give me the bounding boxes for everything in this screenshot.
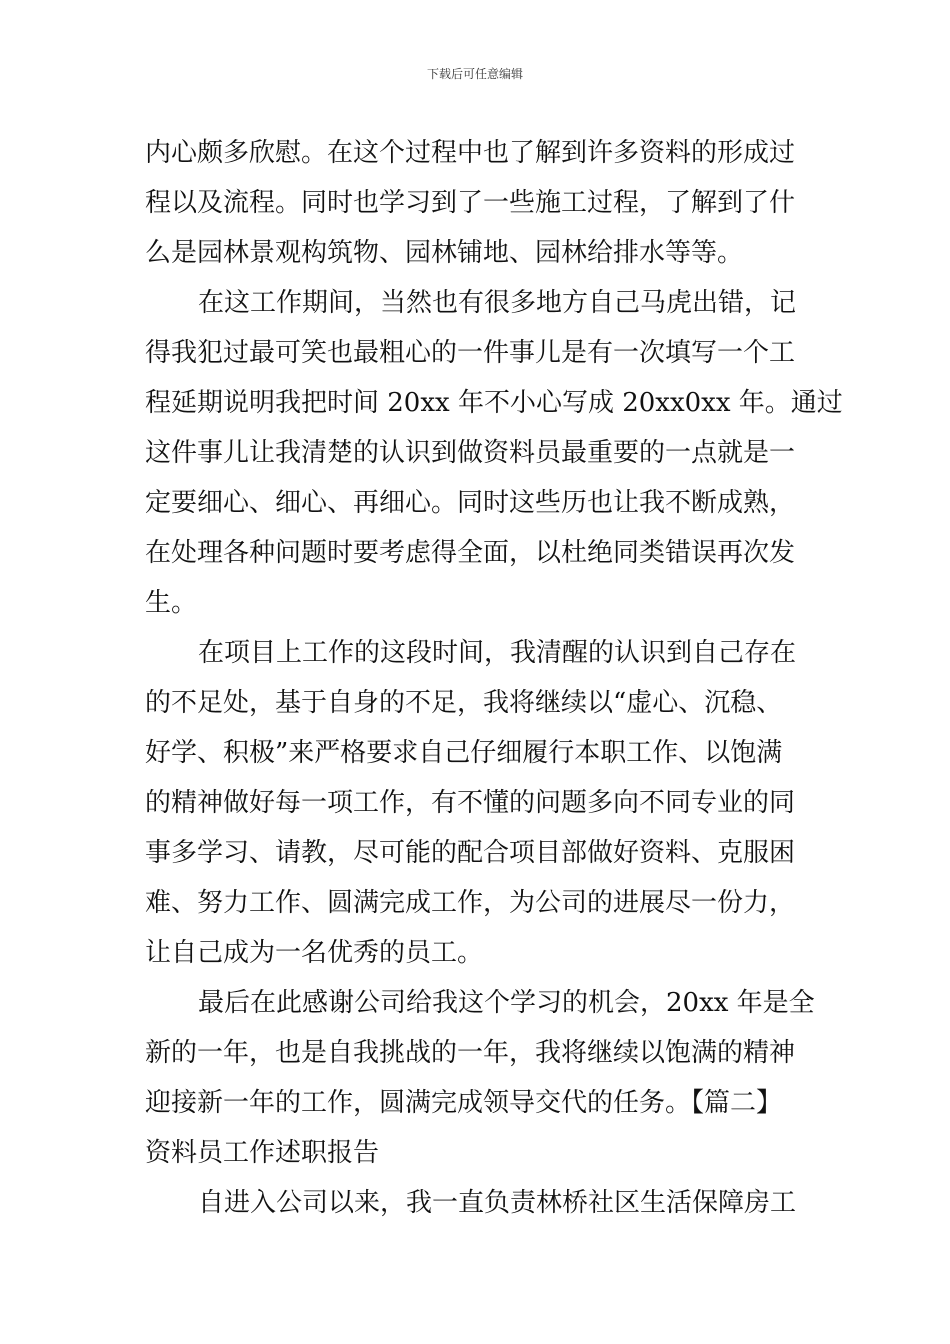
text-line: 事多学习、请教，尽可能的配合项目部做好资料、克服困: [145, 838, 796, 868]
text-line: 新的一年，也是自我挑战的一年，我将继续以饱满的精神: [145, 1038, 796, 1068]
text-line: 内心颇多欣慰。在这个过程中也了解到许多资料的形成过: [145, 138, 796, 168]
text-line: 得我犯过最可笑也最粗心的一件事儿是有一次填写一个工: [145, 338, 796, 368]
text-line: 生。: [145, 588, 198, 618]
text-line: 在项目上工作的这段时间，我清醒的认识到自己存在: [198, 638, 797, 668]
text-line: 最后在此感谢公司给我这个学习的机会，20xx 年是全: [198, 988, 815, 1018]
text-line: 程以及流程。同时也学习到了一些施工过程，了解到了什: [145, 188, 796, 218]
text-line: 让自己成为一名优秀的员工。: [145, 938, 484, 968]
text-line: 的不足处，基于自身的不足，我将继续以“虚心、沉稳、: [145, 688, 783, 718]
text-line: 定要细心、细心、再细心。同时这些历也让我不断成熟，: [145, 488, 796, 518]
text-line: 程延期说明我把时间 20xx 年不小心写成 20xx0xx 年。通过: [145, 388, 843, 418]
text-line: 资料员工作述职报告: [145, 1138, 380, 1168]
text-line: 迎接新一年的工作，圆满完成领导交代的任务。【篇二】: [145, 1088, 783, 1118]
text-line: 在这工作期间，当然也有很多地方自己马虎出错，记: [198, 288, 797, 318]
page-header: 下载后可任意编辑: [426, 67, 523, 81]
text-line: 在处理各种问题时要考虑得全面，以杜绝同类错误再次发: [145, 538, 796, 568]
text-line: 的精神做好每一项工作，有不懂的问题多向不同专业的同: [145, 788, 796, 818]
document-body: [145, 128, 843, 1228]
text-line: 好学、积极”来严格要求自己仔细履行本职工作、以饱满: [145, 738, 783, 768]
text-line: 这件事儿让我清楚的认识到做资料员最重要的一点就是一: [145, 438, 796, 468]
text-line: 么是园林景观构筑物、园林铺地、园林给排水等等。: [145, 238, 744, 268]
text-line: 自进入公司以来，我一直负责林桥社区生活保障房工: [198, 1188, 797, 1218]
text-line: 难、努力工作、圆满完成工作，为公司的进展尽一份力，: [145, 888, 796, 918]
